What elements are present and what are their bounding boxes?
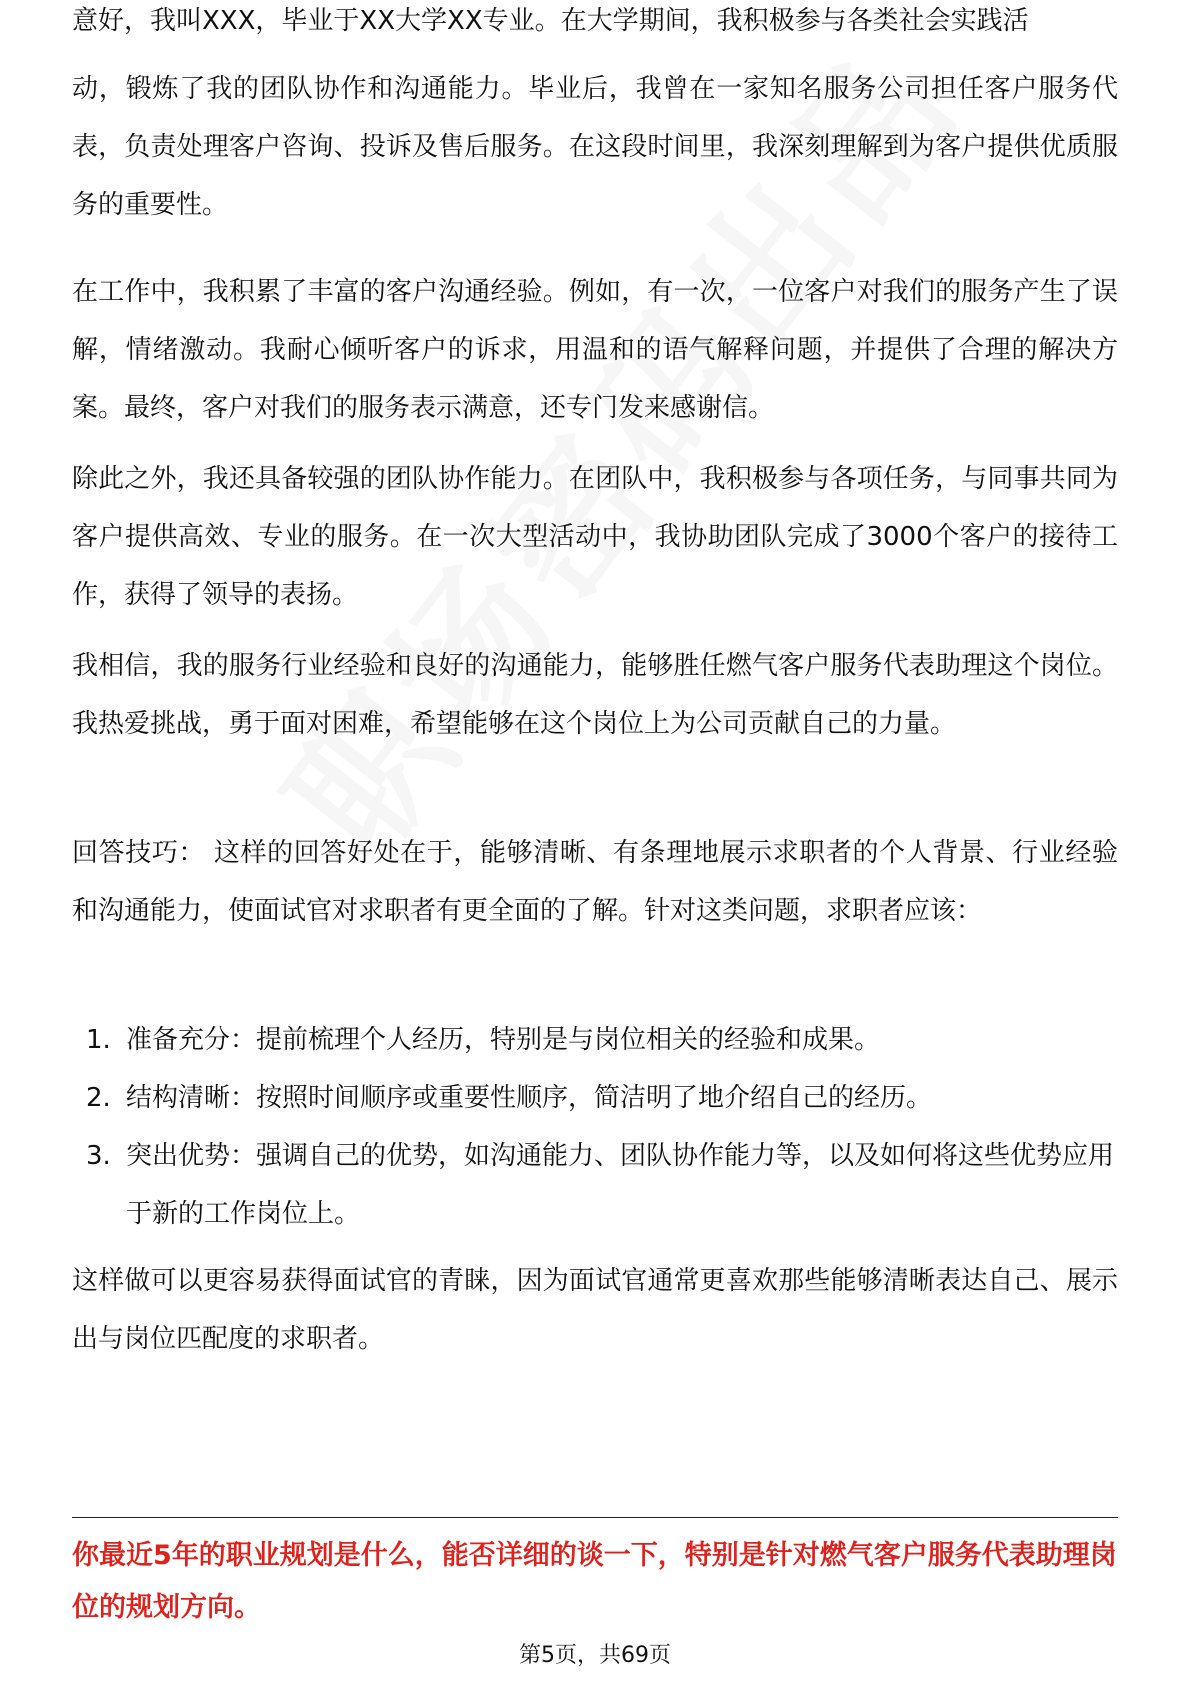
tips-intro-text: 回答技巧： 这样的回答好处在于，能够清晰、有条理地展示求职者的个人背景、行业经验和沟通能力，使面试官对求职者有更全面的了解。针对这类问题，求职者应该： [72,838,1118,926]
tip-text: 结构清晰：按照时间顺序或重要性顺序，简洁明了地介绍自己的经历。 [126,1083,933,1113]
tip-item [72,1127,1118,1243]
tips-list-container [72,1011,1118,1243]
paragraph-text: 动，锻炼了我的团队协作和沟通能力。毕业后，我曾在一家知名服务公司担任客户服务代表，负责处理客户咨询、投诉及售后服务。在这段时间里，我深刻理解到为客户提供优质服务的重要性。 [72,74,1118,220]
answer-paragraph-3 [72,450,1118,624]
tip-number: 1. [86,1025,111,1055]
cut-off-text: 意好，我叫XXX，毕业于XX大学XX专业。在大学期间，我积极参与各类社会实践活 [72,6,1029,36]
tip-item [72,1069,1118,1127]
answer-paragraph-2 [72,263,1118,437]
conclusion-text: 这样做可以更容易获得面试官的青睐，因为面试官通常更喜欢那些能够清晰表达自己、展示出与岗位匹配度的求职者。 [72,1266,1118,1354]
tip-number: 3. [86,1141,111,1171]
tip-item [72,1011,1118,1069]
tips-intro [72,824,1118,940]
answer-paragraph-4 [72,637,1118,753]
page-number: 第5页，共69页 [519,1643,671,1668]
cut-off-text-line [72,6,1118,52]
section-divider [72,1517,1118,1518]
tip-text: 突出优势：强调自己的优势，如沟通能力、团队协作能力等，以及如何将这些优势应用于新的工作岗位上。 [126,1141,1115,1229]
paragraph-text: 除此之外，我还具备较强的团队协作能力。在团队中，我积极参与各项任务，与同事共同为客户提供高效、专业的服务。在一次大型活动中，我协助团队完成了3000个客户的接待工作，获得了领导的表扬。 [72,464,1118,610]
next-interview-question: 你最近5年的职业规划是什么，能否详细的谈一下，特别是针对燃气客户服务代表助理岗位的规划方向。 [72,1540,1117,1623]
tips-list [72,1011,1118,1243]
paragraph-text: 我相信，我的服务行业经验和良好的沟通能力，能够胜任燃气客户服务代表助理这个岗位。我热爱挑战，勇于面对困难，希望能够在这个岗位上为公司贡献自己的力量。 [72,651,1118,739]
tip-text: 准备充分：提前梳理个人经历，特别是与岗位相关的经验和成果。 [126,1025,881,1055]
answer-paragraph-1 [72,60,1118,234]
tip-number: 2. [86,1083,111,1113]
conclusion-paragraph [72,1252,1118,1368]
paragraph-text: 在工作中，我积累了丰富的客户沟通经验。例如，有一次，一位客户对我们的服务产生了误解，情绪激动。我耐心倾听客户的诉求，用温和的语气解释问题，并提供了合理的解决方案。最终，客户对我们的服务表示满意，还专门发来感谢信。 [72,277,1118,423]
